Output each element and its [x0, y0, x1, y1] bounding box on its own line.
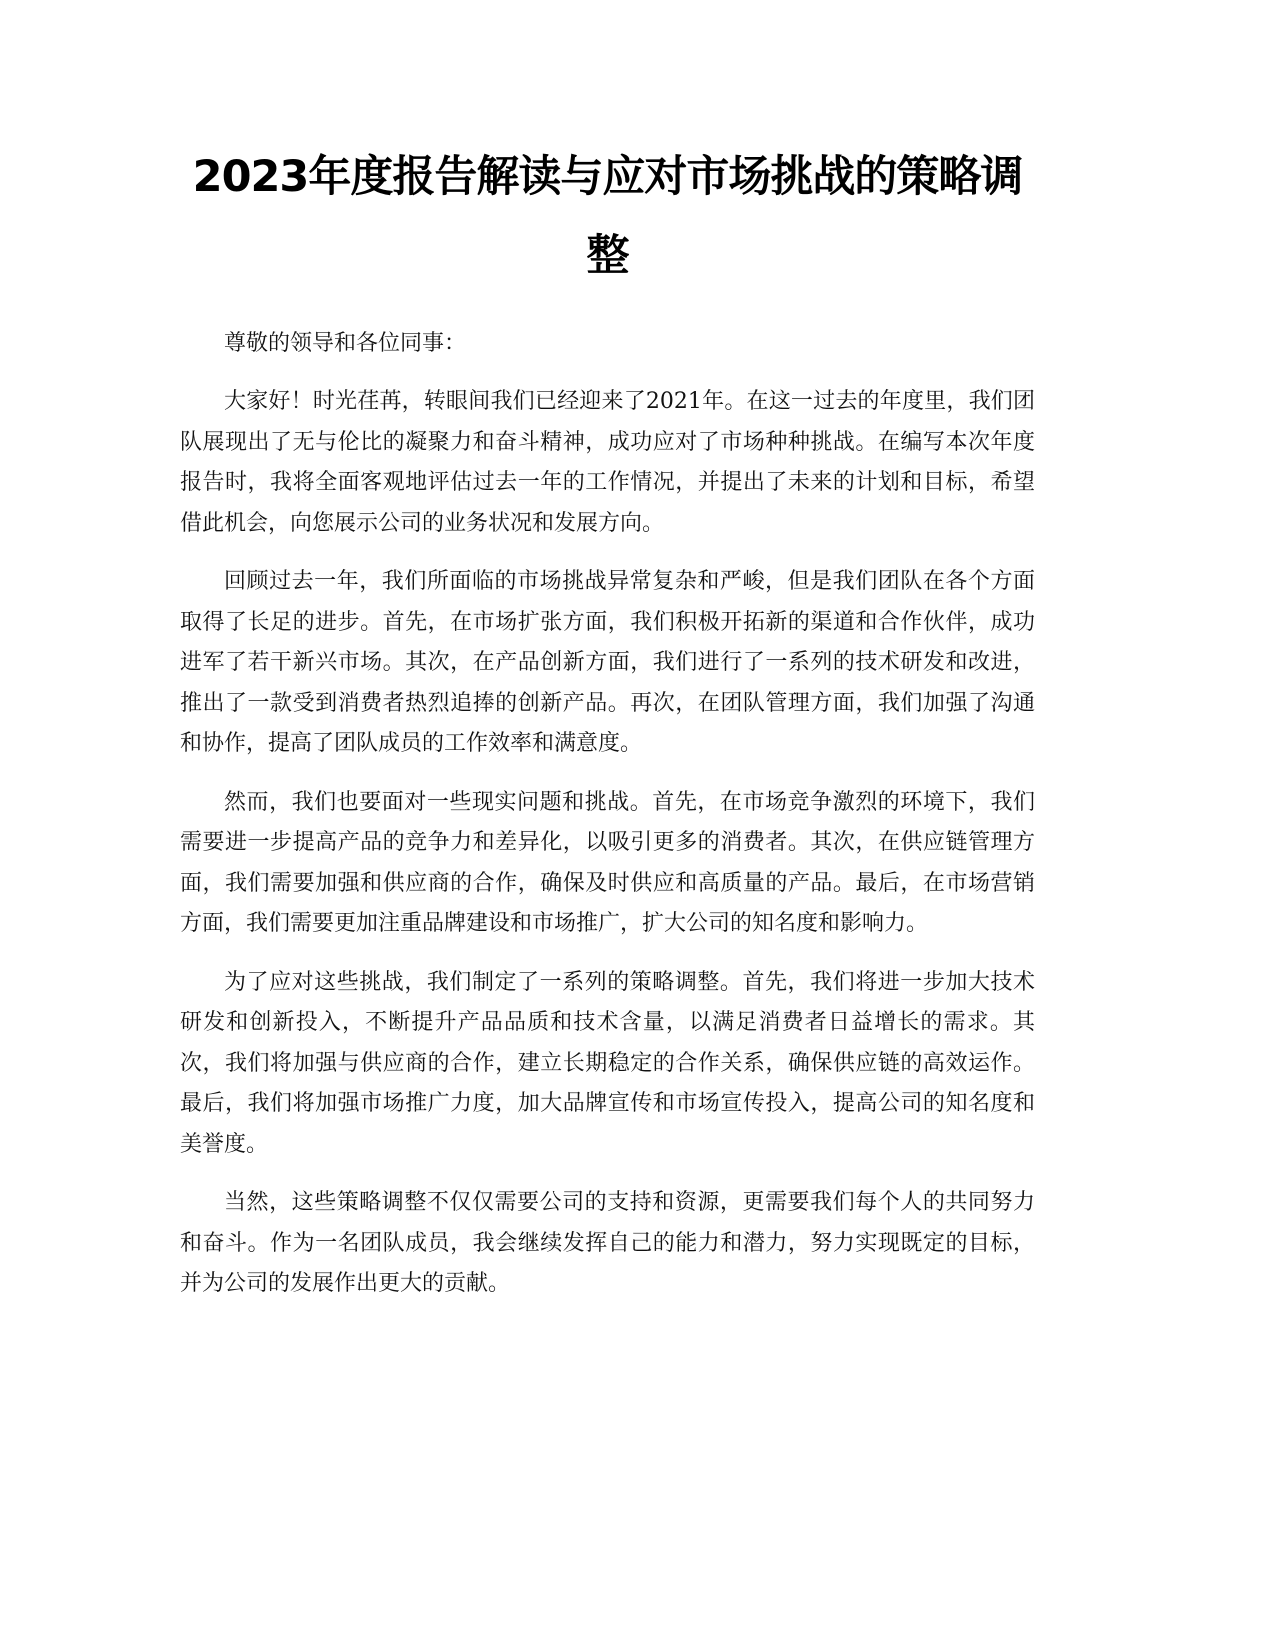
document-title: 2023年度报告解读与应对市场挑战的策略调整 [192, 152, 1023, 281]
paragraph-2: 回顾过去一年，我们所面临的市场挑战异常复杂和严峻，但是我们团队在各个方面取得了长足的进步。首先，在市场扩张方面，我们积极开拓新的渠道和合作伙伴，成功进军了若干新兴市场。其次，在产品创新方面，我们进行了一系列的技术研发和改进，推出了一款受到消费者热烈追捧的创新产品。再次，在团队管理方面，我们加强了沟通和协作，提高了团队成员的工作效率和满意度。 [180, 569, 1035, 756]
document-page [180, 138, 1035, 1305]
paragraph-3: 然而，我们也要面对一些现实问题和挑战。首先，在市场竞争激烈的环境下，我们需要进一步提高产品的竞争力和差异化，以吸引更多的消费者。其次，在供应链管理方面，我们需要加强和供应商的合作，确保及时供应和高质量的产品。最后，在市场营销方面，我们需要更加注重品牌建设和市场推广，扩大公司的知名度和影响力。 [180, 789, 1035, 936]
paragraph-1: 大家好！时光荏苒，转眼间我们已经迎来了2021年。在这一过去的年度里，我们团队展现出了无与伦比的凝聚力和奋斗精神，成功应对了市场种种挑战。在编写本次年度报告时，我将全面客观地评估过去一年的工作情况，并提出了未来的计划和目标，希望借此机会，向您展示公司的业务状况和发展方向。 [180, 389, 1035, 536]
salutation: 尊敬的领导和各位同事： [224, 331, 467, 356]
paragraph-5: 当然，这些策略调整不仅仅需要公司的支持和资源，更需要我们每个人的共同努力和奋斗。作为一名团队成员，我会继续发挥自己的能力和潜力，努力实现既定的目标，并为公司的发展作出更大的贡献。 [180, 1190, 1035, 1296]
paragraph-4: 为了应对这些挑战，我们制定了一系列的策略调整。首先，我们将进一步加大技术研发和创新投入，不断提升产品品质和技术含量，以满足消费者日益增长的需求。其次，我们将加强与供应商的合作，建立长期稳定的合作关系，确保供应链的高效运作。最后，我们将加强市场推广力度，加大品牌宣传和市场宣传投入，提高公司的知名度和美誉度。 [180, 969, 1035, 1157]
